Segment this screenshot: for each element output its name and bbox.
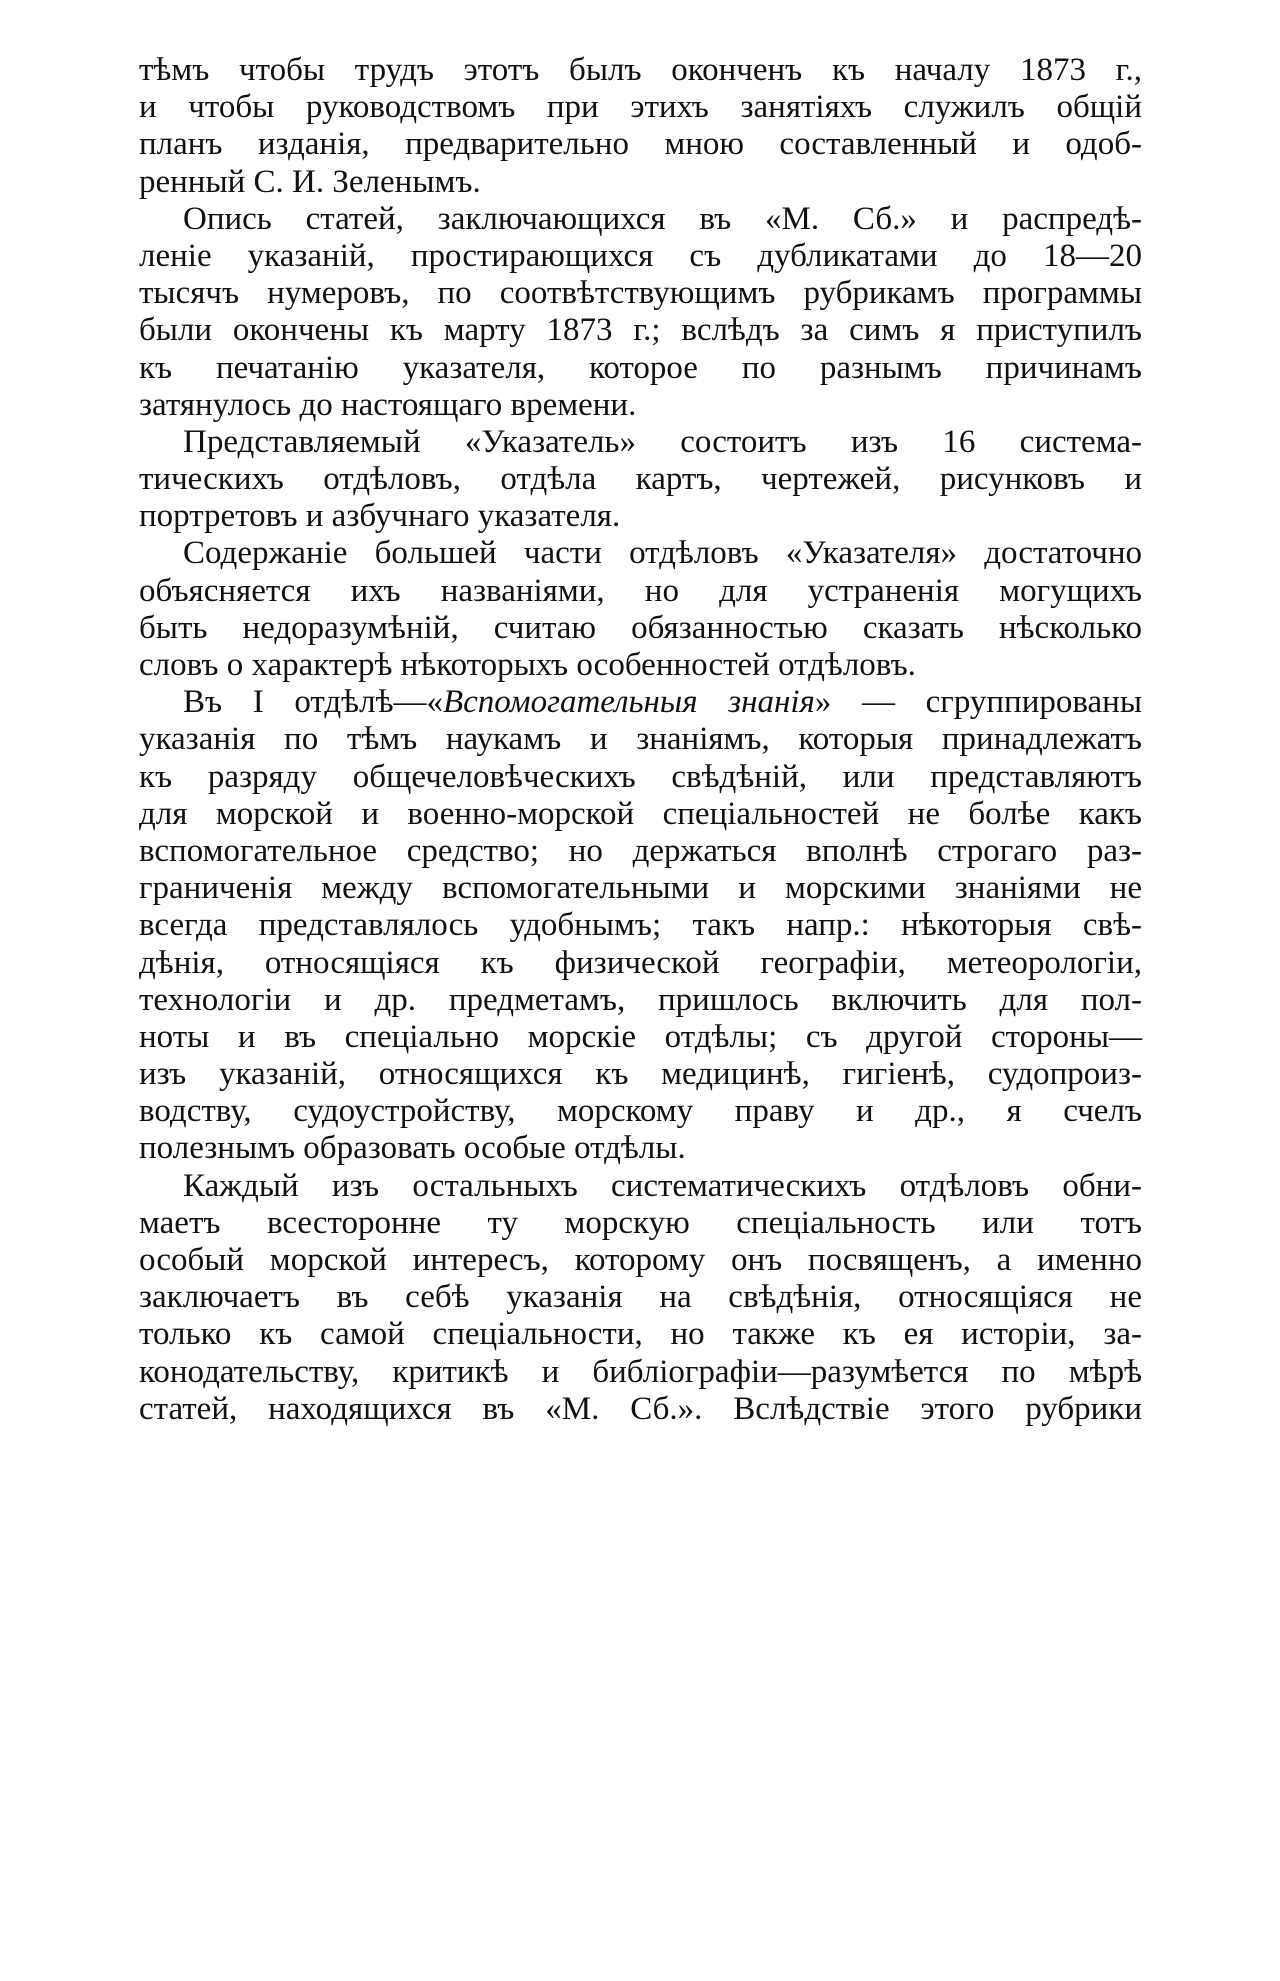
text-line: быть недоразумѣній, считаю обязанностью сказать нѣсколько	[139, 609, 1142, 646]
text-line: маетъ всесторонне ту морскую спеціальность или тотъ	[139, 1204, 1142, 1241]
text-line: заключаетъ въ себѣ указанія на свѣдѣнія, относящіяся не	[139, 1279, 1142, 1316]
text-line: водству, судоустройству, морскому праву и др., я счелъ	[139, 1093, 1142, 1130]
text-line: леніе указаній, простирающихся съ дубликатами до 18—20	[139, 237, 1142, 274]
text-line: планъ изданія, предварительно мною составленный и одоб-	[139, 126, 1142, 163]
text-segment: » — сгруппированы	[814, 684, 1142, 721]
text-line: Каждый изъ остальныхъ систематическихъ отдѣловъ обни-	[183, 1167, 1142, 1204]
text-line: Опись статей, заключающихся въ «М. Сб.» и распредѣ-	[183, 200, 1142, 237]
paragraph	[139, 52, 1142, 201]
text-line: ренный С. И. Зеленымъ.	[139, 163, 481, 200]
text-line	[139, 684, 1142, 721]
text-line: затянулось до настоящаго времени.	[139, 386, 637, 423]
text-line: вспомогательное средство; но держаться вполнѣ строгаго раз-	[139, 832, 1142, 869]
text-line: указанія по тѣмъ наукамъ и знаніямъ, которыя принадлежатъ	[139, 721, 1142, 758]
text-line: Содержаніе большей части отдѣловъ «Указателя» достаточно	[183, 535, 1142, 572]
text-segment: Въ I отдѣлѣ—«	[183, 684, 443, 721]
text-line: портретовъ и азбучнаго указателя.	[139, 498, 621, 535]
text-line: объясняется ихъ названіями, но для устраненія могущихъ	[139, 572, 1142, 609]
paragraph	[139, 684, 1142, 1167]
text-line: особый морской интересъ, которому онъ посвященъ, а именно	[139, 1242, 1142, 1278]
text-line: Представляемый «Указатель» состоитъ изъ 16 система-	[183, 423, 1142, 460]
text-line: изъ указаній, относящихся къ медицинѣ, гигіенѣ, судопроиз-	[139, 1056, 1142, 1093]
text-line: тысячъ нумеровъ, по соотвѣтствующимъ рубрикамъ программы	[139, 275, 1142, 312]
text-line: технологіи и др. предметамъ, пришлось включить для пол-	[139, 981, 1142, 1018]
paragraph	[139, 424, 1142, 536]
text-line: дѣнія, относящіяся къ физической географіи, метеорологіи,	[139, 944, 1142, 981]
text-line: словъ о характерѣ нѣкоторыхъ особенностей отдѣловъ.	[139, 647, 916, 683]
paragraph	[139, 201, 1142, 424]
text-line: всегда представлялось удобнымъ; такъ напр.: нѣкоторыя свѣ-	[139, 907, 1142, 944]
document-page	[139, 52, 1142, 1428]
text-line: для морской и военно-морской спеціальностей не болѣе какъ	[139, 795, 1142, 832]
text-line: полезнымъ образовать особые отдѣлы.	[139, 1130, 686, 1167]
text-line: только къ самой спеціальности, но также къ ея исторіи, за-	[139, 1316, 1142, 1353]
text-line: тическихъ отдѣловъ, отдѣла картъ, чертежей, рисунковъ и	[139, 461, 1142, 498]
text-line: были окончены къ марту 1873 г.; вслѣдъ за симъ я приступилъ	[139, 312, 1142, 349]
text-line: граниченія между вспомогательными и морскими знаніями не	[139, 870, 1142, 907]
text-line: статей, находящихся въ «М. Сб.». Вслѣдствіе этого рубрики	[139, 1390, 1142, 1427]
text-line: конодательству, критикѣ и библіографіи—разумѣется по мѣрѣ	[139, 1353, 1142, 1390]
text-line: тѣмъ чтобы трудъ этотъ былъ оконченъ къ началу 1873 г.,	[139, 52, 1142, 88]
text-line: ноты и въ спеціально морскіе отдѣлы; съ другой стороны—	[139, 1018, 1142, 1055]
paragraph	[139, 535, 1142, 684]
paragraph	[139, 1168, 1142, 1428]
italic-section-title: Вспомогательныя знанія	[442, 684, 815, 721]
text-line: къ разряду общечеловѣческихъ свѣдѣній, или представляютъ	[139, 758, 1142, 795]
text-line: къ печатанію указателя, которое по разнымъ причинамъ	[139, 349, 1142, 386]
text-line: и чтобы руководствомъ при этихъ занятіяхъ служилъ общій	[139, 89, 1142, 126]
